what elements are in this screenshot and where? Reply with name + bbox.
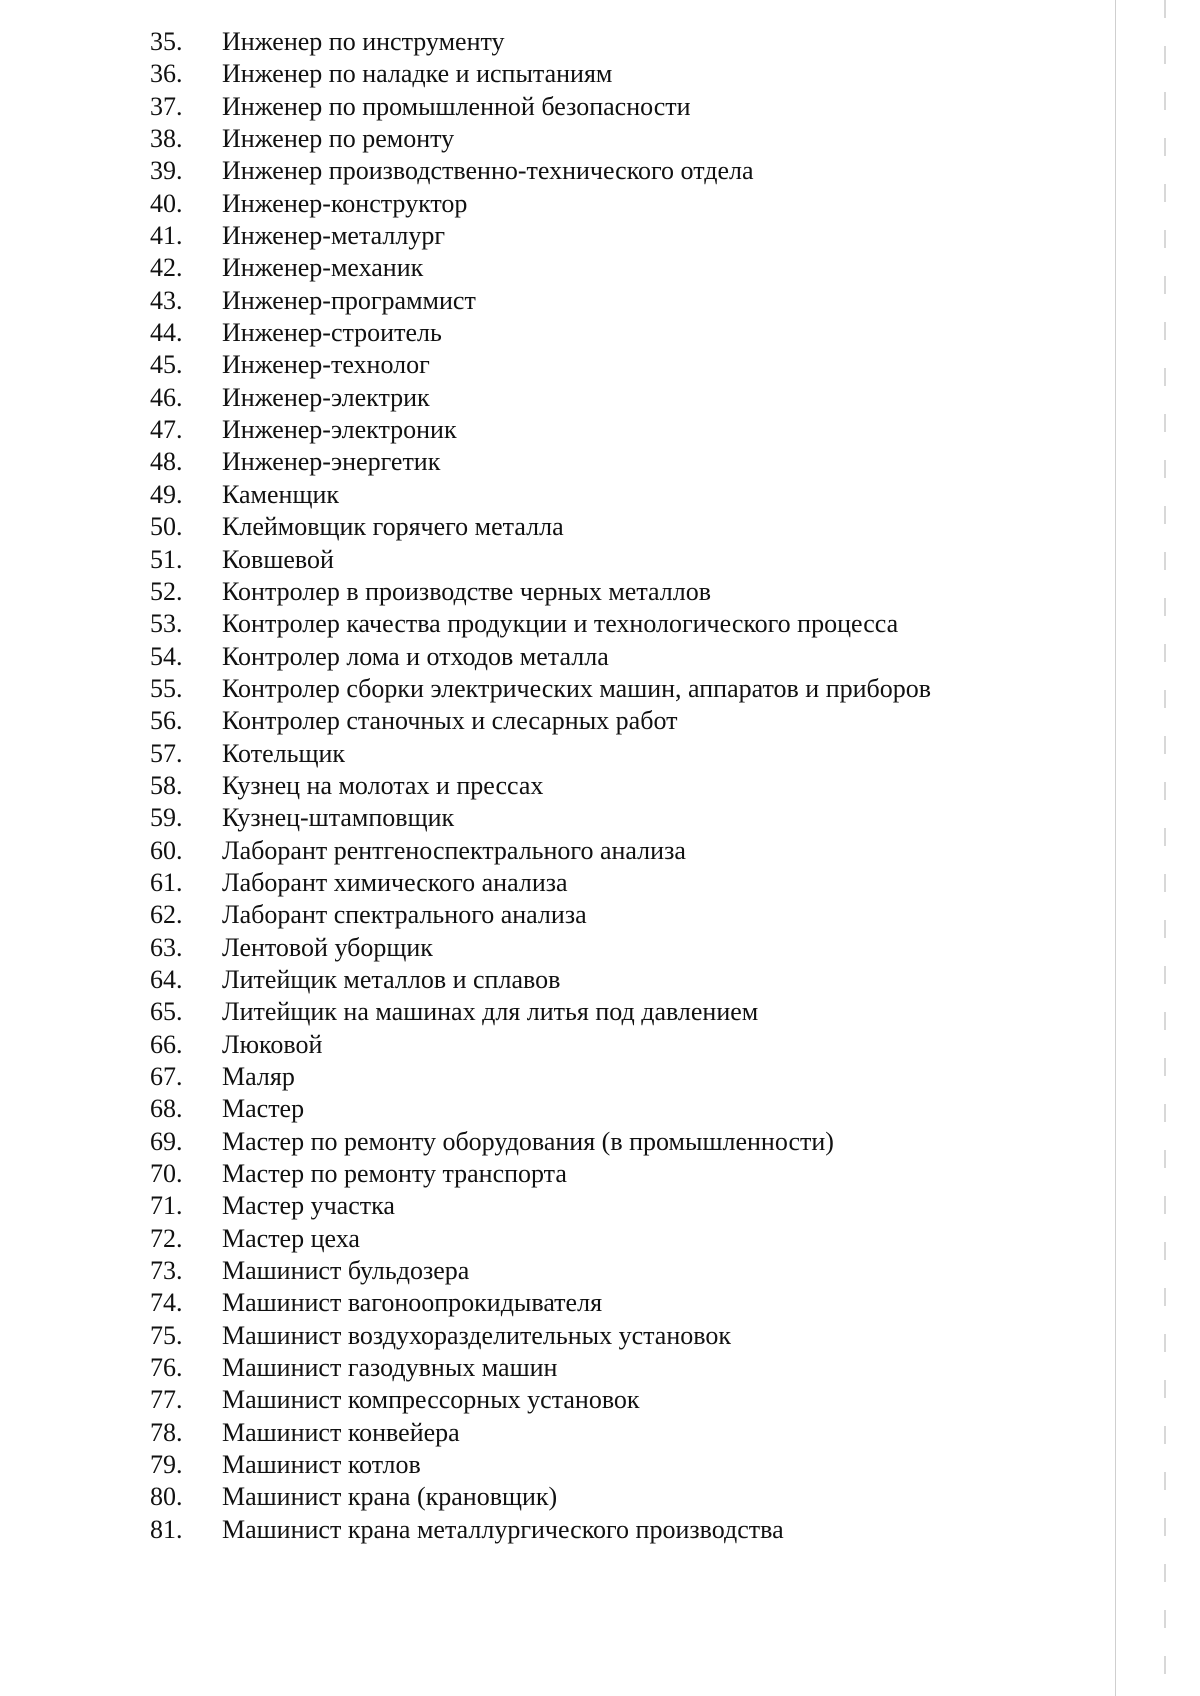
- list-item: [150, 349, 1050, 381]
- list-item: [150, 188, 1050, 220]
- list-item-number: 65.: [150, 997, 183, 1027]
- list-item-number: 76.: [150, 1353, 183, 1383]
- list-item: [150, 996, 1050, 1028]
- list-item-number: 47.: [150, 415, 183, 445]
- list-item-title: Кузнец на молотах и прессах: [222, 770, 544, 800]
- list-item-number: 68.: [150, 1094, 183, 1124]
- list-item: [150, 705, 1050, 737]
- list-item: [150, 1514, 1050, 1546]
- list-item-title: Маляр: [222, 1062, 295, 1091]
- list-item: [150, 899, 1050, 931]
- list-item-number: 45.: [150, 350, 183, 380]
- list-item-number: 52.: [150, 576, 183, 606]
- list-item-number: 40.: [150, 188, 183, 218]
- list-item-number: 43.: [150, 285, 183, 315]
- list-item-number: 70.: [150, 1159, 183, 1189]
- list-item-title: Контролер в производстве черных металлов: [222, 576, 711, 606]
- list-item: [150, 738, 1050, 770]
- list-item-title: Инженер-технолог: [222, 350, 430, 380]
- list-item: [150, 382, 1050, 414]
- list-item-title: Инженер-механик: [222, 253, 424, 283]
- list-item: [150, 641, 1050, 673]
- list-item-number: 56.: [150, 706, 183, 736]
- list-item: [150, 252, 1050, 284]
- list-item: [150, 1481, 1050, 1513]
- list-item: [150, 576, 1050, 608]
- list-item-title: Ковшевой: [222, 544, 334, 574]
- list-item-number: 50.: [150, 512, 183, 542]
- list-item-title: Мастер по ремонту оборудования (в промышленности): [222, 1126, 834, 1156]
- list-item: [150, 1449, 1050, 1481]
- list-item-title: Машинист крана (крановщик): [222, 1482, 558, 1512]
- list-item-number: 75.: [150, 1320, 183, 1350]
- list-item: [150, 1158, 1050, 1190]
- list-item: [150, 608, 1050, 640]
- list-item: [150, 91, 1050, 123]
- list-item-title: Машинист газодувных машин: [222, 1353, 558, 1383]
- list-item: [150, 1417, 1050, 1449]
- occupation-list: [150, 26, 1050, 1546]
- list-item: [150, 317, 1050, 349]
- list-item-number: 42.: [150, 253, 183, 283]
- list-item-number: 61.: [150, 867, 183, 897]
- list-item: [150, 1223, 1050, 1255]
- list-item: [150, 1126, 1050, 1158]
- list-item-number: 69.: [150, 1126, 183, 1156]
- list-item-title: Инженер-программист: [222, 285, 476, 315]
- list-item-title: Литейщик металлов и сплавов: [222, 964, 561, 994]
- list-item-title: Контролер лома и отходов металла: [222, 641, 609, 671]
- list-item-title: Мастер цеха: [222, 1223, 360, 1253]
- list-item-title: Инженер-строитель: [222, 318, 442, 348]
- list-item: [150, 932, 1050, 964]
- list-item-number: 79.: [150, 1450, 183, 1480]
- list-item-number: 74.: [150, 1288, 183, 1318]
- list-item-title: Контролер сборки электрических машин, аппаратов и приборов: [222, 673, 932, 703]
- list-item-number: 64.: [150, 964, 183, 994]
- list-item-number: 81.: [150, 1514, 183, 1544]
- list-item: [150, 544, 1050, 576]
- list-item: [150, 964, 1050, 996]
- list-item-title: Инженер-конструктор: [222, 188, 468, 218]
- list-item-title: Контролер станочных и слесарных работ: [222, 706, 678, 736]
- list-item: [150, 867, 1050, 899]
- list-item: [150, 414, 1050, 446]
- list-item-title: Лаборант рентгеноспектрального анализа: [222, 835, 686, 865]
- list-item-number: 46.: [150, 382, 183, 412]
- list-item-title: Лентовой уборщик: [222, 932, 433, 962]
- list-item-title: Кузнец-штамповщик: [222, 803, 455, 833]
- list-item-number: 59.: [150, 803, 183, 833]
- list-item-title: Машинист вагоноопрокидывателя: [222, 1288, 603, 1318]
- list-item-title: Клеймовщик горячего металла: [222, 512, 564, 542]
- list-item-number: 35.: [150, 27, 183, 56]
- list-item: [150, 123, 1050, 155]
- list-item: [150, 26, 1050, 58]
- list-item-number: 60.: [150, 835, 183, 865]
- list-item: [150, 220, 1050, 252]
- list-item-number: 67.: [150, 1062, 183, 1091]
- list-item-title: Литейщик на машинах для литья под давлением: [222, 997, 759, 1027]
- list-item: [150, 58, 1050, 90]
- list-item-title: Инженер по промышленной безопасности: [222, 91, 691, 121]
- list-item: [150, 802, 1050, 834]
- list-item-title: Машинист компрессорных установок: [222, 1385, 640, 1415]
- list-item-title: Мастер по ремонту транспорта: [222, 1159, 567, 1189]
- list-item-number: 58.: [150, 770, 183, 800]
- list-item-title: Машинист бульдозера: [222, 1256, 470, 1286]
- list-item-number: 66.: [150, 1029, 183, 1059]
- scan-edge-marks: [1164, 0, 1166, 1696]
- list-item-title: Мастер: [222, 1094, 305, 1124]
- list-item-number: 63.: [150, 932, 183, 962]
- list-item-title: Лаборант химического анализа: [222, 867, 568, 897]
- list-item-number: 49.: [150, 479, 183, 509]
- list-item-number: 62.: [150, 900, 183, 930]
- list-item-number: 48.: [150, 447, 183, 477]
- list-item: [150, 1352, 1050, 1384]
- list-item-number: 73.: [150, 1256, 183, 1286]
- list-item-number: 78.: [150, 1417, 183, 1447]
- list-item: [150, 770, 1050, 802]
- list-item-title: Инженер-электроник: [222, 415, 457, 445]
- list-item-title: Мастер участка: [222, 1191, 395, 1221]
- list-item-number: 38.: [150, 124, 183, 154]
- list-item: [150, 1029, 1050, 1061]
- list-item-title: Инженер-электрик: [222, 382, 430, 412]
- list-item-title: Инженер по инструменту: [222, 27, 505, 56]
- list-item-title: Лаборант спектрального анализа: [222, 900, 587, 930]
- list-item-title: Инженер производственно-технического отдела: [222, 156, 754, 186]
- list-item: [150, 1255, 1050, 1287]
- list-item-number: 39.: [150, 156, 183, 186]
- list-item: [150, 511, 1050, 543]
- list-item: [150, 1190, 1050, 1222]
- list-item: [150, 1320, 1050, 1352]
- page-border-line: [1115, 0, 1116, 1696]
- list-item-title: Люковой: [222, 1029, 323, 1059]
- list-item: [150, 479, 1050, 511]
- list-item-title: Каменщик: [222, 479, 340, 509]
- list-item-number: 44.: [150, 318, 183, 348]
- list-item: [150, 1061, 1050, 1093]
- list-item-number: 77.: [150, 1385, 183, 1415]
- list-item-title: Инженер-энергетик: [222, 447, 441, 477]
- list-item-title: Инженер по наладке и испытаниям: [222, 59, 613, 89]
- list-item-title: Машинист крана металлургического производства: [222, 1514, 784, 1544]
- list-item-title: Котельщик: [222, 738, 346, 768]
- list-item-title: Инженер по ремонту: [222, 124, 455, 154]
- list-item-number: 54.: [150, 641, 183, 671]
- list-item-number: 36.: [150, 59, 183, 89]
- list-item-number: 37.: [150, 91, 183, 121]
- list-item-title: Машинист воздухоразделительных установок: [222, 1320, 731, 1350]
- list-item: [150, 446, 1050, 478]
- list-item-title: Машинист конвейера: [222, 1417, 460, 1447]
- list-item-title: Контролер качества продукции и технологического процесса: [222, 609, 899, 639]
- list-item: [150, 1287, 1050, 1319]
- list-item: [150, 1384, 1050, 1416]
- list-item-title: Машинист котлов: [222, 1450, 421, 1480]
- list-item: [150, 835, 1050, 867]
- list-item-number: 53.: [150, 609, 183, 639]
- list-item-number: 57.: [150, 738, 183, 768]
- list-item-number: 51.: [150, 544, 183, 574]
- list-item-number: 80.: [150, 1482, 183, 1512]
- list-item: [150, 673, 1050, 705]
- list-item: [150, 285, 1050, 317]
- list-item-title: Инженер-металлург: [222, 221, 446, 251]
- list-item: [150, 155, 1050, 187]
- list-item-number: 55.: [150, 673, 183, 703]
- list-item-number: 41.: [150, 221, 183, 251]
- list-item-number: 71.: [150, 1191, 183, 1221]
- list-item-number: 72.: [150, 1223, 183, 1253]
- list-item: [150, 1093, 1050, 1125]
